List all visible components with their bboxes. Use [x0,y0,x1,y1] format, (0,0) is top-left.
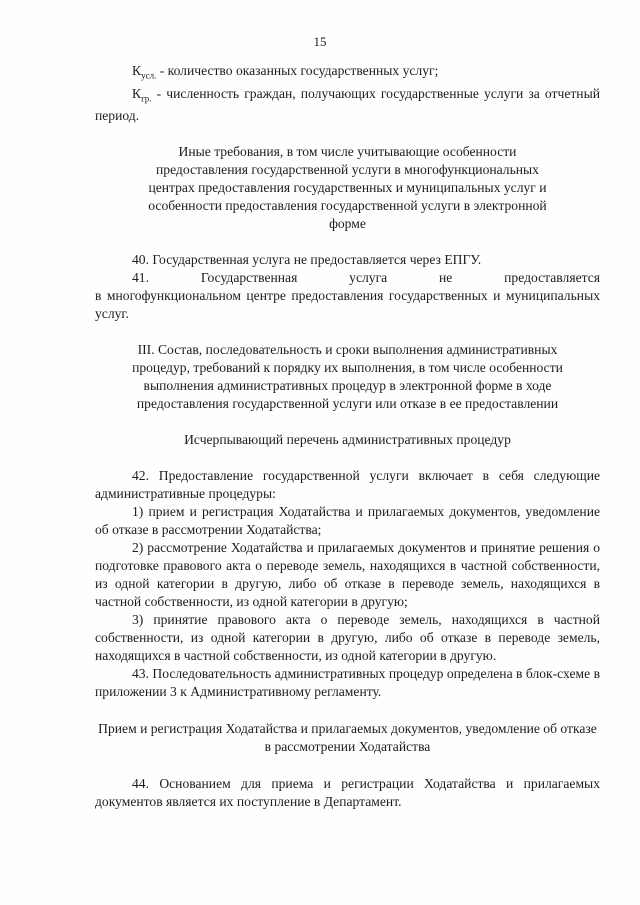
paragraph-43: 43. Последовательность административных процедур определена в блок-схеме в приложении 3 к Административному регламенту. [95,666,600,700]
heading-reception: Прием и регистрация Ходатайства и прилагаемых документов, уведомление об отказе в рассмотрении Ходатайства [98,721,597,755]
paragraph-44: 44. Основанием для приема и регистрации Ходатайства и прилагаемых документов является их поступление в Департамент. [95,776,600,810]
paragraph-40: 40. Государственная услуга не предоставляется через ЕПГУ. [132,252,482,268]
paragraph-41-first-line: 41. Государственная услуга не предоставляется [132,270,600,286]
list-item: 1) прием и регистрация Ходатайства и прилагаемых документов, уведомление об отказе в рассмотрении Ходатайства; [95,504,600,538]
definition-k-gr: $К_{гр.}$ - численность граждан, получающих государственные услуги за отчетный период. [95,85,600,124]
paragraph-41-rest: в многофункциональном центре предоставления государственных и муниципальных услуг. [95,288,600,322]
page-number: 15 [313,34,327,49]
subheading-procedures-list: Исчерпывающий перечень административных процедур [184,432,511,448]
heading-section-iii: III. Состав, последовательность и сроки выполнения административных процедур, требований к порядку их выполнения, в том числе особенности выполнения административных процедур в электронной форме в ходе предоставления государственной услуги или отказе в ее предоставлении [132,342,563,412]
subscript-gr: гр. [141,93,152,104]
definition-k-usl: $К_{усл.}$ - количество оказанных государственных услуг; [132,63,439,81]
document-body [95,62,600,811]
list-item: 2) рассмотрение Ходатайства и прилагаемых документов и принятие решения о подготовке правового акта о переводе земель, находящихся в частной собственности, из одной категории в другую, либо об отказе в переводе земель, находящихся в частной собственности, из одной категории в другую; [95,540,600,610]
paragraph-42: 42. Предоставление государственной услуги включает в себя следующие административные процедуры: [95,468,600,502]
heading-other-requirements: Иные требования, в том числе учитывающие особенности предоставления государственной услуги в многофункциональных центрах предоставления государственных и муниципальных услуг и особенности предоставления государственной услуги в электронной форме [148,144,547,232]
subscript-usl: усл. [141,70,157,81]
list-item: 3) принятие правового акта о переводе земель, находящихся в частной собственности, из одной категории в другую, либо об отказе в переводе земель, находящихся в частной собственности, из одной категории в другую. [95,612,600,664]
